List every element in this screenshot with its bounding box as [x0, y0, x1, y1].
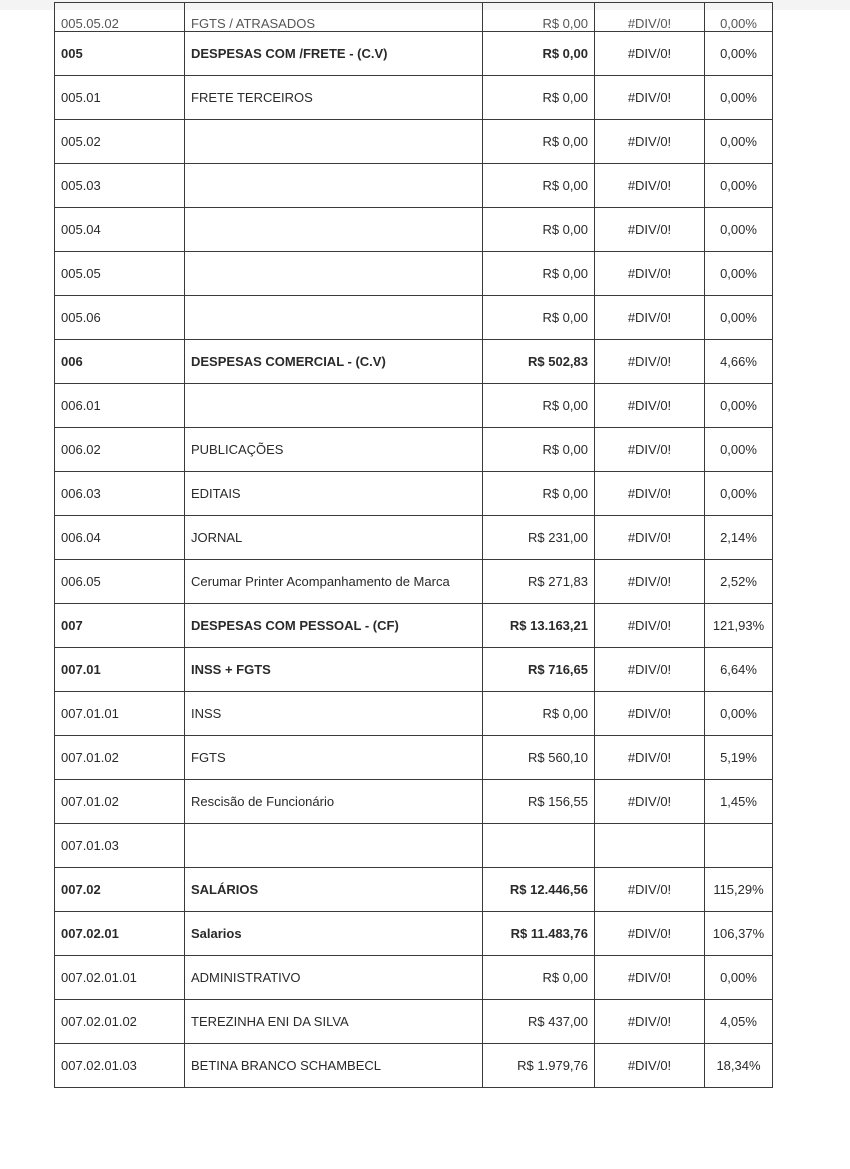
- table-row: [55, 428, 773, 472]
- account-code: 006.03: [55, 472, 185, 516]
- account-description: JORNAL: [185, 516, 483, 560]
- account-description: FGTS / ATRASADOS: [185, 3, 483, 32]
- account-description: INSS: [185, 692, 483, 736]
- ratio-value: #DIV/0!: [595, 120, 705, 164]
- percent-value: 18,34%: [705, 1044, 773, 1088]
- table-row: [55, 956, 773, 1000]
- account-code: 007.02.01: [55, 912, 185, 956]
- percent-value: 115,29%: [705, 868, 773, 912]
- ratio-value: #DIV/0!: [595, 780, 705, 824]
- ratio-value: #DIV/0!: [595, 384, 705, 428]
- table-row: [55, 780, 773, 824]
- account-code: 007.02: [55, 868, 185, 912]
- table-row: [55, 384, 773, 428]
- table-row: [55, 296, 773, 340]
- amount-value: R$ 13.163,21: [483, 604, 595, 648]
- document-page: [0, 10, 830, 1095]
- account-description: [185, 164, 483, 208]
- amount-value: R$ 0,00: [483, 296, 595, 340]
- table-row: [55, 208, 773, 252]
- amount-value: R$ 11.483,76: [483, 912, 595, 956]
- amount-value: R$ 0,00: [483, 120, 595, 164]
- table-row: [55, 472, 773, 516]
- percent-value: 2,52%: [705, 560, 773, 604]
- percent-value: 0,00%: [705, 296, 773, 340]
- account-description: [185, 252, 483, 296]
- ratio-value: #DIV/0!: [595, 692, 705, 736]
- ratio-value: #DIV/0!: [595, 296, 705, 340]
- account-code: 005.05.02: [55, 3, 185, 32]
- percent-value: 0,00%: [705, 120, 773, 164]
- account-description: [185, 296, 483, 340]
- amount-value: [483, 824, 595, 868]
- account-description: FGTS: [185, 736, 483, 780]
- percent-value: 6,64%: [705, 648, 773, 692]
- amount-value: R$ 0,00: [483, 76, 595, 120]
- account-code: 007: [55, 604, 185, 648]
- ledger-body: [55, 3, 773, 1088]
- percent-value: 0,00%: [705, 252, 773, 296]
- account-code: 005.03: [55, 164, 185, 208]
- account-description: [185, 208, 483, 252]
- amount-value: R$ 716,65: [483, 648, 595, 692]
- account-description: DESPESAS COM PESSOAL - (CF): [185, 604, 483, 648]
- account-code: 007.01.03: [55, 824, 185, 868]
- account-description: TEREZINHA ENI DA SILVA: [185, 1000, 483, 1044]
- account-description: DESPESAS COMERCIAL - (C.V): [185, 340, 483, 384]
- amount-value: R$ 0,00: [483, 164, 595, 208]
- account-description: DESPESAS COM /FRETE - (C.V): [185, 32, 483, 76]
- amount-value: R$ 0,00: [483, 692, 595, 736]
- amount-value: R$ 0,00: [483, 384, 595, 428]
- ratio-value: #DIV/0!: [595, 1044, 705, 1088]
- ratio-value: #DIV/0!: [595, 76, 705, 120]
- amount-value: R$ 231,00: [483, 516, 595, 560]
- percent-value: 0,00%: [705, 208, 773, 252]
- ratio-value: #DIV/0!: [595, 428, 705, 472]
- percent-value: 5,19%: [705, 736, 773, 780]
- percent-value: 0,00%: [705, 164, 773, 208]
- table-row: [55, 560, 773, 604]
- table-row: [55, 736, 773, 780]
- account-description: ADMINISTRATIVO: [185, 956, 483, 1000]
- amount-value: R$ 0,00: [483, 428, 595, 472]
- amount-value: R$ 560,10: [483, 736, 595, 780]
- account-description: [185, 824, 483, 868]
- account-code: 005.06: [55, 296, 185, 340]
- account-code: 005: [55, 32, 185, 76]
- account-code: 007.02.01.01: [55, 956, 185, 1000]
- account-description: [185, 384, 483, 428]
- expense-ledger-table: [54, 2, 773, 1088]
- percent-value: 0,00%: [705, 3, 773, 32]
- ratio-value: [595, 824, 705, 868]
- account-description: Cerumar Printer Acompanhamento de Marca: [185, 560, 483, 604]
- table-row-group: [55, 912, 773, 956]
- percent-value: 0,00%: [705, 428, 773, 472]
- account-code: 007.01: [55, 648, 185, 692]
- ratio-value: #DIV/0!: [595, 1000, 705, 1044]
- account-code: 006.04: [55, 516, 185, 560]
- account-code: 006.02: [55, 428, 185, 472]
- page-bottom-margin: [0, 1095, 850, 1169]
- table-row: [55, 1044, 773, 1088]
- percent-value: 1,45%: [705, 780, 773, 824]
- account-description: [185, 120, 483, 164]
- percent-value: 0,00%: [705, 472, 773, 516]
- account-code: 006.05: [55, 560, 185, 604]
- ratio-value: #DIV/0!: [595, 252, 705, 296]
- amount-value: R$ 0,00: [483, 3, 595, 32]
- table-row: [55, 3, 773, 32]
- amount-value: R$ 1.979,76: [483, 1044, 595, 1088]
- amount-value: R$ 271,83: [483, 560, 595, 604]
- table-row-group: [55, 648, 773, 692]
- table-row-group: [55, 604, 773, 648]
- ratio-value: #DIV/0!: [595, 3, 705, 32]
- amount-value: R$ 0,00: [483, 472, 595, 516]
- percent-value: 0,00%: [705, 956, 773, 1000]
- table-row-group: [55, 868, 773, 912]
- account-description: EDITAIS: [185, 472, 483, 516]
- percent-value: 121,93%: [705, 604, 773, 648]
- amount-value: R$ 437,00: [483, 1000, 595, 1044]
- ratio-value: #DIV/0!: [595, 164, 705, 208]
- account-code: 005.02: [55, 120, 185, 164]
- ratio-value: #DIV/0!: [595, 868, 705, 912]
- percent-value: 0,00%: [705, 76, 773, 120]
- account-description: Salarios: [185, 912, 483, 956]
- amount-value: R$ 0,00: [483, 32, 595, 76]
- percent-value: 0,00%: [705, 32, 773, 76]
- account-code: 006: [55, 340, 185, 384]
- table-row: [55, 120, 773, 164]
- ratio-value: #DIV/0!: [595, 208, 705, 252]
- table-row: [55, 824, 773, 868]
- account-description: SALÁRIOS: [185, 868, 483, 912]
- table-row-group: [55, 340, 773, 384]
- account-description: INSS + FGTS: [185, 648, 483, 692]
- account-description: BETINA BRANCO SCHAMBECL: [185, 1044, 483, 1088]
- percent-value: 106,37%: [705, 912, 773, 956]
- amount-value: R$ 0,00: [483, 208, 595, 252]
- percent-value: 0,00%: [705, 384, 773, 428]
- percent-value: [705, 824, 773, 868]
- amount-value: R$ 0,00: [483, 252, 595, 296]
- ratio-value: #DIV/0!: [595, 736, 705, 780]
- ratio-value: #DIV/0!: [595, 560, 705, 604]
- amount-value: R$ 12.446,56: [483, 868, 595, 912]
- table-row-group: [55, 32, 773, 76]
- account-code: 006.01: [55, 384, 185, 428]
- amount-value: R$ 502,83: [483, 340, 595, 384]
- ratio-value: #DIV/0!: [595, 516, 705, 560]
- percent-value: 0,00%: [705, 692, 773, 736]
- ratio-value: #DIV/0!: [595, 340, 705, 384]
- account-code: 005.04: [55, 208, 185, 252]
- table-row: [55, 1000, 773, 1044]
- account-description: Rescisão de Funcionário: [185, 780, 483, 824]
- account-description: FRETE TERCEIROS: [185, 76, 483, 120]
- percent-value: 4,05%: [705, 1000, 773, 1044]
- account-code: 007.02.01.02: [55, 1000, 185, 1044]
- account-code: 007.01.02: [55, 780, 185, 824]
- table-row: [55, 252, 773, 296]
- account-code: 005.05: [55, 252, 185, 296]
- ratio-value: #DIV/0!: [595, 32, 705, 76]
- table-row: [55, 516, 773, 560]
- table-row: [55, 164, 773, 208]
- percent-value: 4,66%: [705, 340, 773, 384]
- ratio-value: #DIV/0!: [595, 472, 705, 516]
- ratio-value: #DIV/0!: [595, 604, 705, 648]
- account-code: 007.02.01.03: [55, 1044, 185, 1088]
- ratio-value: #DIV/0!: [595, 648, 705, 692]
- table-row: [55, 76, 773, 120]
- amount-value: R$ 156,55: [483, 780, 595, 824]
- table-row: [55, 692, 773, 736]
- ratio-value: #DIV/0!: [595, 912, 705, 956]
- account-description: PUBLICAÇÕES: [185, 428, 483, 472]
- amount-value: R$ 0,00: [483, 956, 595, 1000]
- account-code: 007.01.01: [55, 692, 185, 736]
- account-code: 007.01.02: [55, 736, 185, 780]
- percent-value: 2,14%: [705, 516, 773, 560]
- account-code: 005.01: [55, 76, 185, 120]
- ratio-value: #DIV/0!: [595, 956, 705, 1000]
